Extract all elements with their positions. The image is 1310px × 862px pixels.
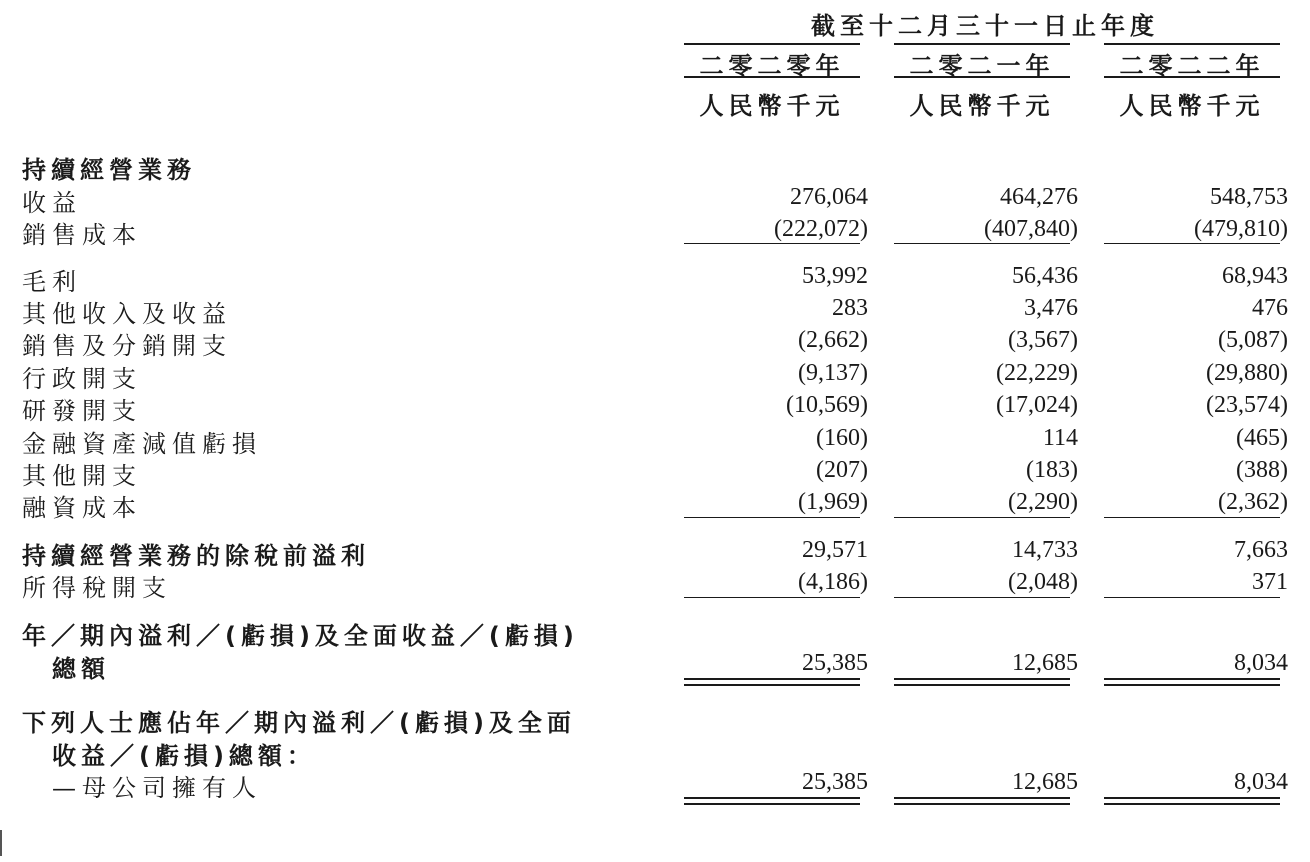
cell-finance-cost-2022: (2,362) (1218, 489, 1288, 515)
row-label-profit-before-tax: 持續經營業務的除稅前溢利 (22, 542, 370, 570)
cell-owners-2020: 25,385 (802, 769, 868, 795)
period-header: 截至十二月三十一日止年度 (811, 12, 1159, 40)
cell-revenue-2022: 548,753 (1210, 184, 1288, 210)
row-label-finance-cost: 融資成本 (22, 494, 142, 522)
cell-owners-2022: 8,034 (1234, 769, 1288, 795)
row-label-total-comprehensive-1: 年／期內溢利／(虧損)及全面收益／(虧損) (22, 622, 579, 650)
cell-total-2021: 12,685 (1012, 650, 1078, 676)
year-header-2022: 二零二二年 (1119, 52, 1265, 80)
row-label-impairment: 金融資產減值虧損 (22, 430, 262, 458)
total-double-rule (684, 678, 860, 686)
row-label-revenue: 收益 (22, 189, 82, 217)
subtotal-rule (1104, 597, 1280, 598)
cell-owners-2021: 12,685 (1012, 769, 1078, 795)
cell-rnd-2022: (23,574) (1206, 392, 1288, 418)
cell-impairment-2022: (465) (1236, 425, 1288, 451)
page-edge-mark (0, 830, 6, 856)
total-double-rule (1104, 797, 1280, 805)
total-double-rule (1104, 678, 1280, 686)
subtotal-rule (1104, 517, 1280, 518)
row-label-cost-of-sales: 銷售成本 (22, 221, 142, 249)
row-label-admin-expenses: 行政開支 (22, 365, 142, 393)
cell-other-exp-2022: (388) (1236, 457, 1288, 483)
row-label-selling-expenses: 銷售及分銷開支 (22, 332, 232, 360)
cell-selling-2021: (3,567) (1008, 327, 1078, 353)
row-label-income-tax: 所得稅開支 (22, 574, 172, 602)
cell-cost-of-sales-2021: (407,840) (984, 216, 1078, 242)
cell-selling-2020: (2,662) (798, 327, 868, 353)
cell-admin-2022: (29,880) (1206, 360, 1288, 386)
total-double-rule (894, 797, 1070, 805)
cell-gross-profit-2020: 53,992 (802, 263, 868, 289)
cell-revenue-2021: 464,276 (1000, 184, 1078, 210)
cell-tax-2020: (4,186) (798, 569, 868, 595)
subtotal-rule (684, 243, 860, 244)
cell-total-2020: 25,385 (802, 650, 868, 676)
cell-gross-profit-2022: 68,943 (1222, 263, 1288, 289)
cell-pbt-2020: 29,571 (802, 537, 868, 563)
cell-tax-2022: 371 (1252, 569, 1288, 595)
cell-cost-of-sales-2022: (479,810) (1194, 216, 1288, 242)
subtotal-rule (684, 597, 860, 598)
unit-header-1: 人民幣千元 (699, 92, 845, 120)
cell-total-2022: 8,034 (1234, 650, 1288, 676)
cell-revenue-2020: 276,064 (790, 184, 868, 210)
row-label-attributable-1: 下列人士應佔年／期內溢利／(虧損)及全面 (22, 709, 576, 737)
cell-impairment-2021: 114 (1042, 425, 1078, 451)
cell-rnd-2020: (10,569) (786, 392, 868, 418)
cell-admin-2020: (9,137) (798, 360, 868, 386)
cell-selling-2022: (5,087) (1218, 327, 1288, 353)
row-label-gross-profit: 毛利 (22, 268, 82, 296)
period-underline-3 (1104, 43, 1280, 45)
cell-rnd-2021: (17,024) (996, 392, 1078, 418)
total-double-rule (684, 797, 860, 805)
cell-other-exp-2020: (207) (816, 457, 868, 483)
cell-admin-2021: (22,229) (996, 360, 1078, 386)
cell-other-exp-2021: (183) (1026, 457, 1078, 483)
cell-gross-profit-2021: 56,436 (1012, 263, 1078, 289)
subtotal-rule (894, 517, 1070, 518)
row-label-owners-of-parent: —母公司擁有人 (52, 774, 262, 802)
year-header-2020: 二零二零年 (699, 52, 845, 80)
row-label-other-income: 其他收入及收益 (22, 300, 232, 328)
unit-header-2: 人民幣千元 (909, 92, 1055, 120)
unit-header-3: 人民幣千元 (1119, 92, 1265, 120)
row-label-other-expenses: 其他開支 (22, 462, 142, 490)
cell-tax-2021: (2,048) (1008, 569, 1078, 595)
row-label-total-comprehensive-2: 總額 (52, 655, 110, 683)
cell-pbt-2021: 14,733 (1012, 537, 1078, 563)
year-underline-3 (1104, 76, 1280, 78)
cell-cost-of-sales-2020: (222,072) (774, 216, 868, 242)
period-underline-1 (684, 43, 860, 45)
cell-other-income-2022: 476 (1252, 295, 1288, 321)
section-continuing-operations: 持續經營業務 (22, 156, 196, 184)
subtotal-rule (684, 517, 860, 518)
cell-pbt-2022: 7,663 (1234, 537, 1288, 563)
cell-impairment-2020: (160) (816, 425, 868, 451)
year-header-2021: 二零二一年 (909, 52, 1055, 80)
cell-finance-cost-2020: (1,969) (798, 489, 868, 515)
subtotal-rule (894, 597, 1070, 598)
row-label-rnd-expenses: 研發開支 (22, 397, 142, 425)
cell-other-income-2020: 283 (832, 295, 868, 321)
subtotal-rule (894, 243, 1070, 244)
row-label-attributable-2: 收益／(虧損)總額： (52, 742, 316, 770)
period-underline-2 (894, 43, 1070, 45)
year-underline-2 (894, 76, 1070, 78)
cell-finance-cost-2021: (2,290) (1008, 489, 1078, 515)
cell-other-income-2021: 3,476 (1024, 295, 1078, 321)
year-underline-1 (684, 76, 860, 78)
subtotal-rule (1104, 243, 1280, 244)
total-double-rule (894, 678, 1070, 686)
